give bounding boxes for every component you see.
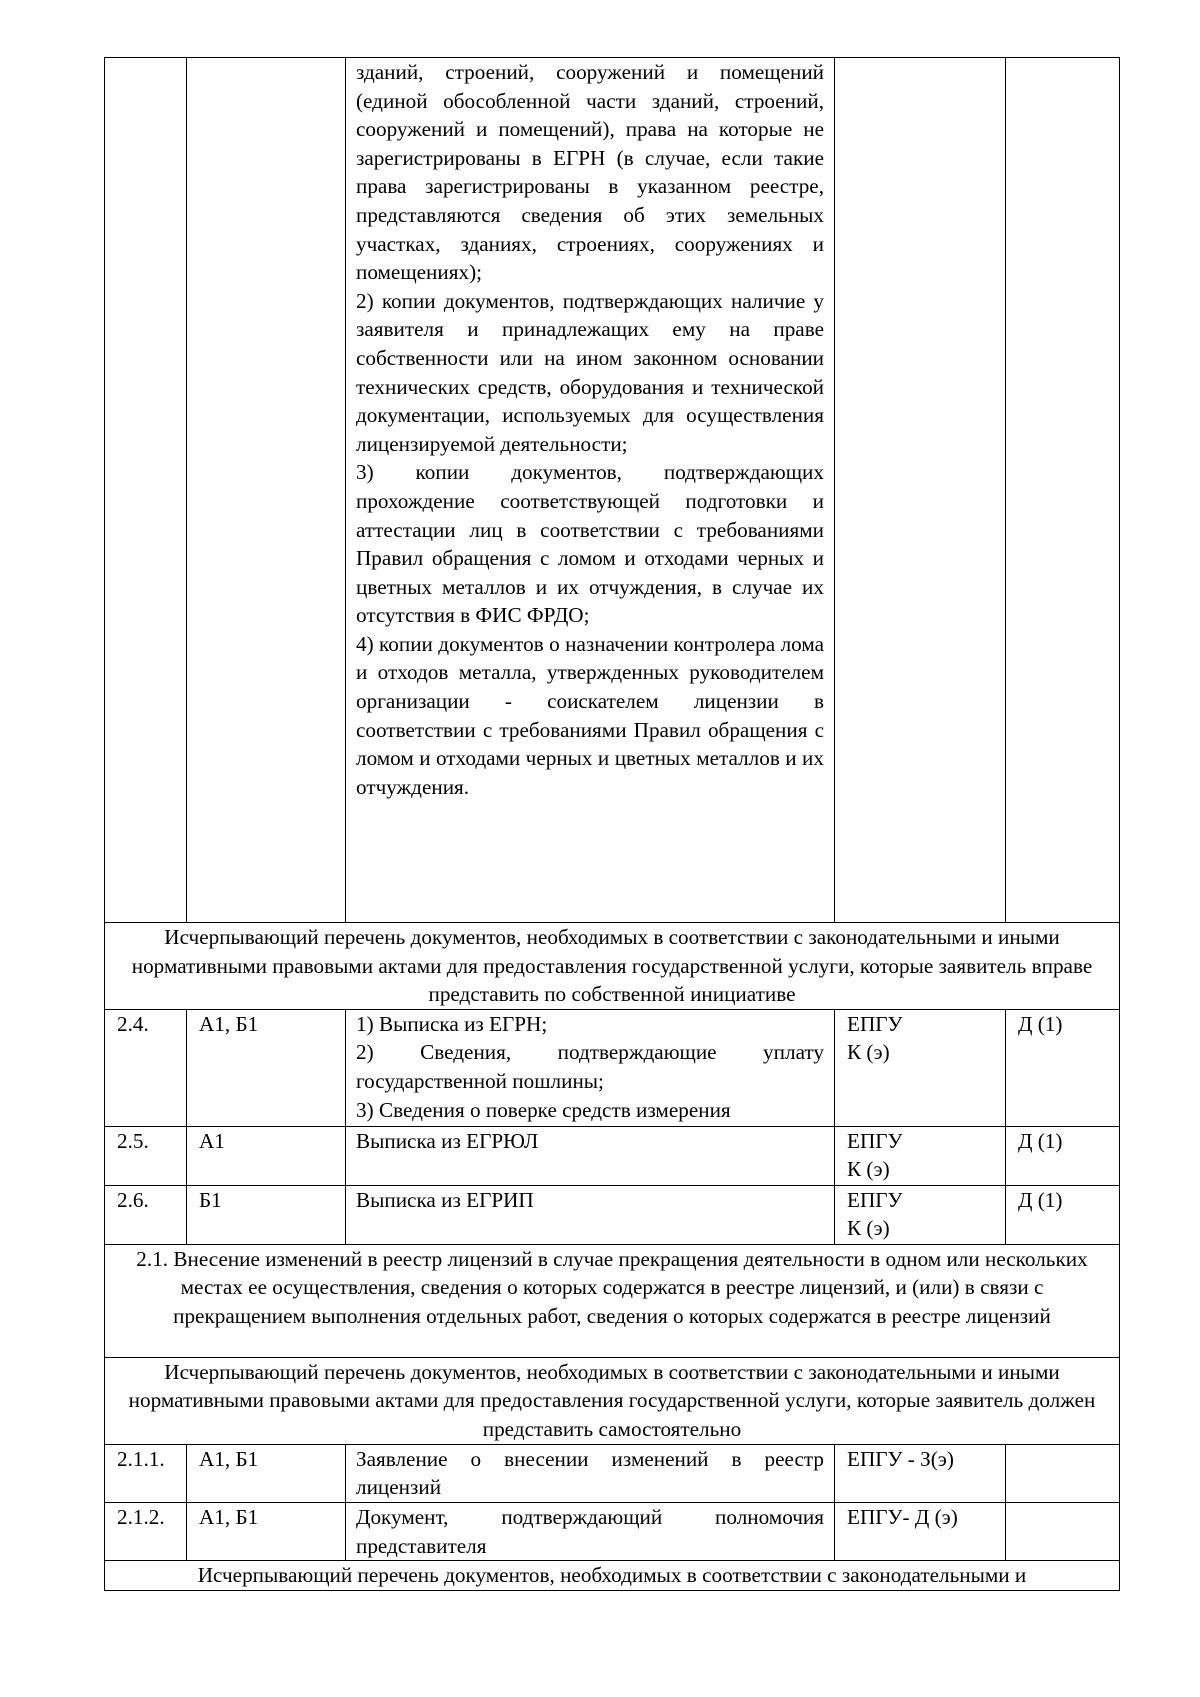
document-cell — [346, 58, 835, 923]
row-number: 2.1.1. — [105, 1444, 187, 1502]
document-text-continued: зданий, строений, сооружений и помещений (единой обособленной части зданий, строений, сооружений и помещений), права на которые не зарегистрированы в ЕГРН (в случае, если такие права зарегистрированы в указанном реестре, представляются сведения об этих земельных участках, зданиях, строениях, сооружениях и помещениях); — [356, 60, 824, 285]
row-number: 2.5. — [105, 1126, 187, 1185]
documents-table — [104, 57, 1120, 1591]
method-cell — [835, 58, 1006, 923]
applicant-cell — [187, 58, 346, 923]
method-line-1: ЕПГУ — [847, 1128, 903, 1153]
section-title-row — [105, 1244, 1120, 1357]
submission-method-cell — [835, 1009, 1006, 1126]
note-value — [1006, 1502, 1120, 1560]
note-cell — [1006, 58, 1120, 923]
method-line-2: К (э) — [847, 1157, 890, 1182]
document-item-2: 2) Сведения, подтверждающие уплату государственной пошлины; — [356, 1040, 824, 1093]
table-row-2-6 — [105, 1185, 1120, 1244]
method-line-2: К (э) — [847, 1216, 890, 1241]
document-item-4: 4) копии документов о назначении контролера лома и отходов металла, утвержденных руководителем организации - соискателем лицензии в соответствии с требованиями Правил обращения с ломом и отходами черных и цветных металлов и их отчуждения. — [356, 631, 824, 799]
section-2-1-title: 2.1. Внесение изменений в реестр лицензий в случае прекращения деятельности в одном или нескольких местах ее осуществления, сведения о которых содержатся в реестре лицензий, и (или) в связи с прекращением выполнения отдельных работ, сведения о которых содержатся в реестре лицензий — [105, 1244, 1120, 1357]
method-line-1: ЕПГУ — [847, 1187, 903, 1212]
num-cell — [105, 58, 187, 923]
submission-method-cell — [835, 1126, 1006, 1185]
method-line-1: ЕПГУ — [847, 1011, 903, 1036]
table-row-2-5 — [105, 1126, 1120, 1185]
document-name: Документ, подтверждающий полномочия представителя — [346, 1502, 835, 1560]
applicant-category: А1, Б1 — [187, 1009, 346, 1126]
document-item-2: 2) копии документов, подтверждающих наличие у заявителя и принадлежащих ему на праве собственности или на ином законном основании технических средств, оборудования и технической документации, используемых для осуществления лицензируемой деятельности; — [356, 288, 824, 456]
document-item-1: 1) Выписка из ЕГРН; — [356, 1011, 548, 1036]
section-heading-row — [105, 1561, 1120, 1591]
note-value — [1006, 1444, 1120, 1502]
applicant-category: А1 — [187, 1126, 346, 1185]
heading-continued-cut: Исчерпывающий перечень документов, необходимых в соответствии с законодательными и — [105, 1561, 1120, 1591]
document-name: Выписка из ЕГРИП — [346, 1185, 835, 1244]
applicant-category: А1, Б1 — [187, 1444, 346, 1502]
table-row-continued — [105, 58, 1120, 923]
note-value: Д (1) — [1006, 1009, 1120, 1126]
document-name: Заявление о внесении изменений в реестр лицензий — [346, 1444, 835, 1502]
document-item-3: 3) копии документов, подтверждающих прохождение соответствующей подготовки и аттестации лиц в соответствии с требованиями Правил обращения с ломом и отходами черных и цветных металлов и их отчуждения, в случае их отсутствия в ФИС ФРДО; — [356, 460, 824, 628]
note-value: Д (1) — [1006, 1126, 1120, 1185]
table-row-2-1-1 — [105, 1444, 1120, 1502]
submission-method: ЕПГУ - З(э) — [835, 1444, 1006, 1502]
applicant-category: Б1 — [187, 1185, 346, 1244]
section-heading-row — [105, 923, 1120, 1010]
table-row-2-1-2 — [105, 1502, 1120, 1560]
note-value: Д (1) — [1006, 1185, 1120, 1244]
submission-method: ЕПГУ- Д (э) — [835, 1502, 1006, 1560]
section-heading-row — [105, 1357, 1120, 1444]
row-number: 2.1.2. — [105, 1502, 187, 1560]
document-cell — [346, 1009, 835, 1126]
heading-optional-documents: Исчерпывающий перечень документов, необходимых в соответствии с законодательными и иными нормативными правовыми актами для предоставления государственной услуги, которые заявитель вправе представить по собственной инициативе — [105, 923, 1120, 1010]
document-name: Выписка из ЕГРЮЛ — [346, 1126, 835, 1185]
heading-mandatory-documents: Исчерпывающий перечень документов, необходимых в соответствии с законодательными и иными нормативными правовыми актами для предоставления государственной услуги, которые заявитель должен представить самостоятельно — [105, 1357, 1120, 1444]
submission-method-cell — [835, 1185, 1006, 1244]
row-number: 2.6. — [105, 1185, 187, 1244]
table-row-2-4 — [105, 1009, 1120, 1126]
method-line-2: К (э) — [847, 1040, 890, 1065]
document-item-3: 3) Сведения о поверке средств измерения — [356, 1097, 731, 1122]
applicant-category: А1, Б1 — [187, 1502, 346, 1560]
row-number: 2.4. — [105, 1009, 187, 1126]
